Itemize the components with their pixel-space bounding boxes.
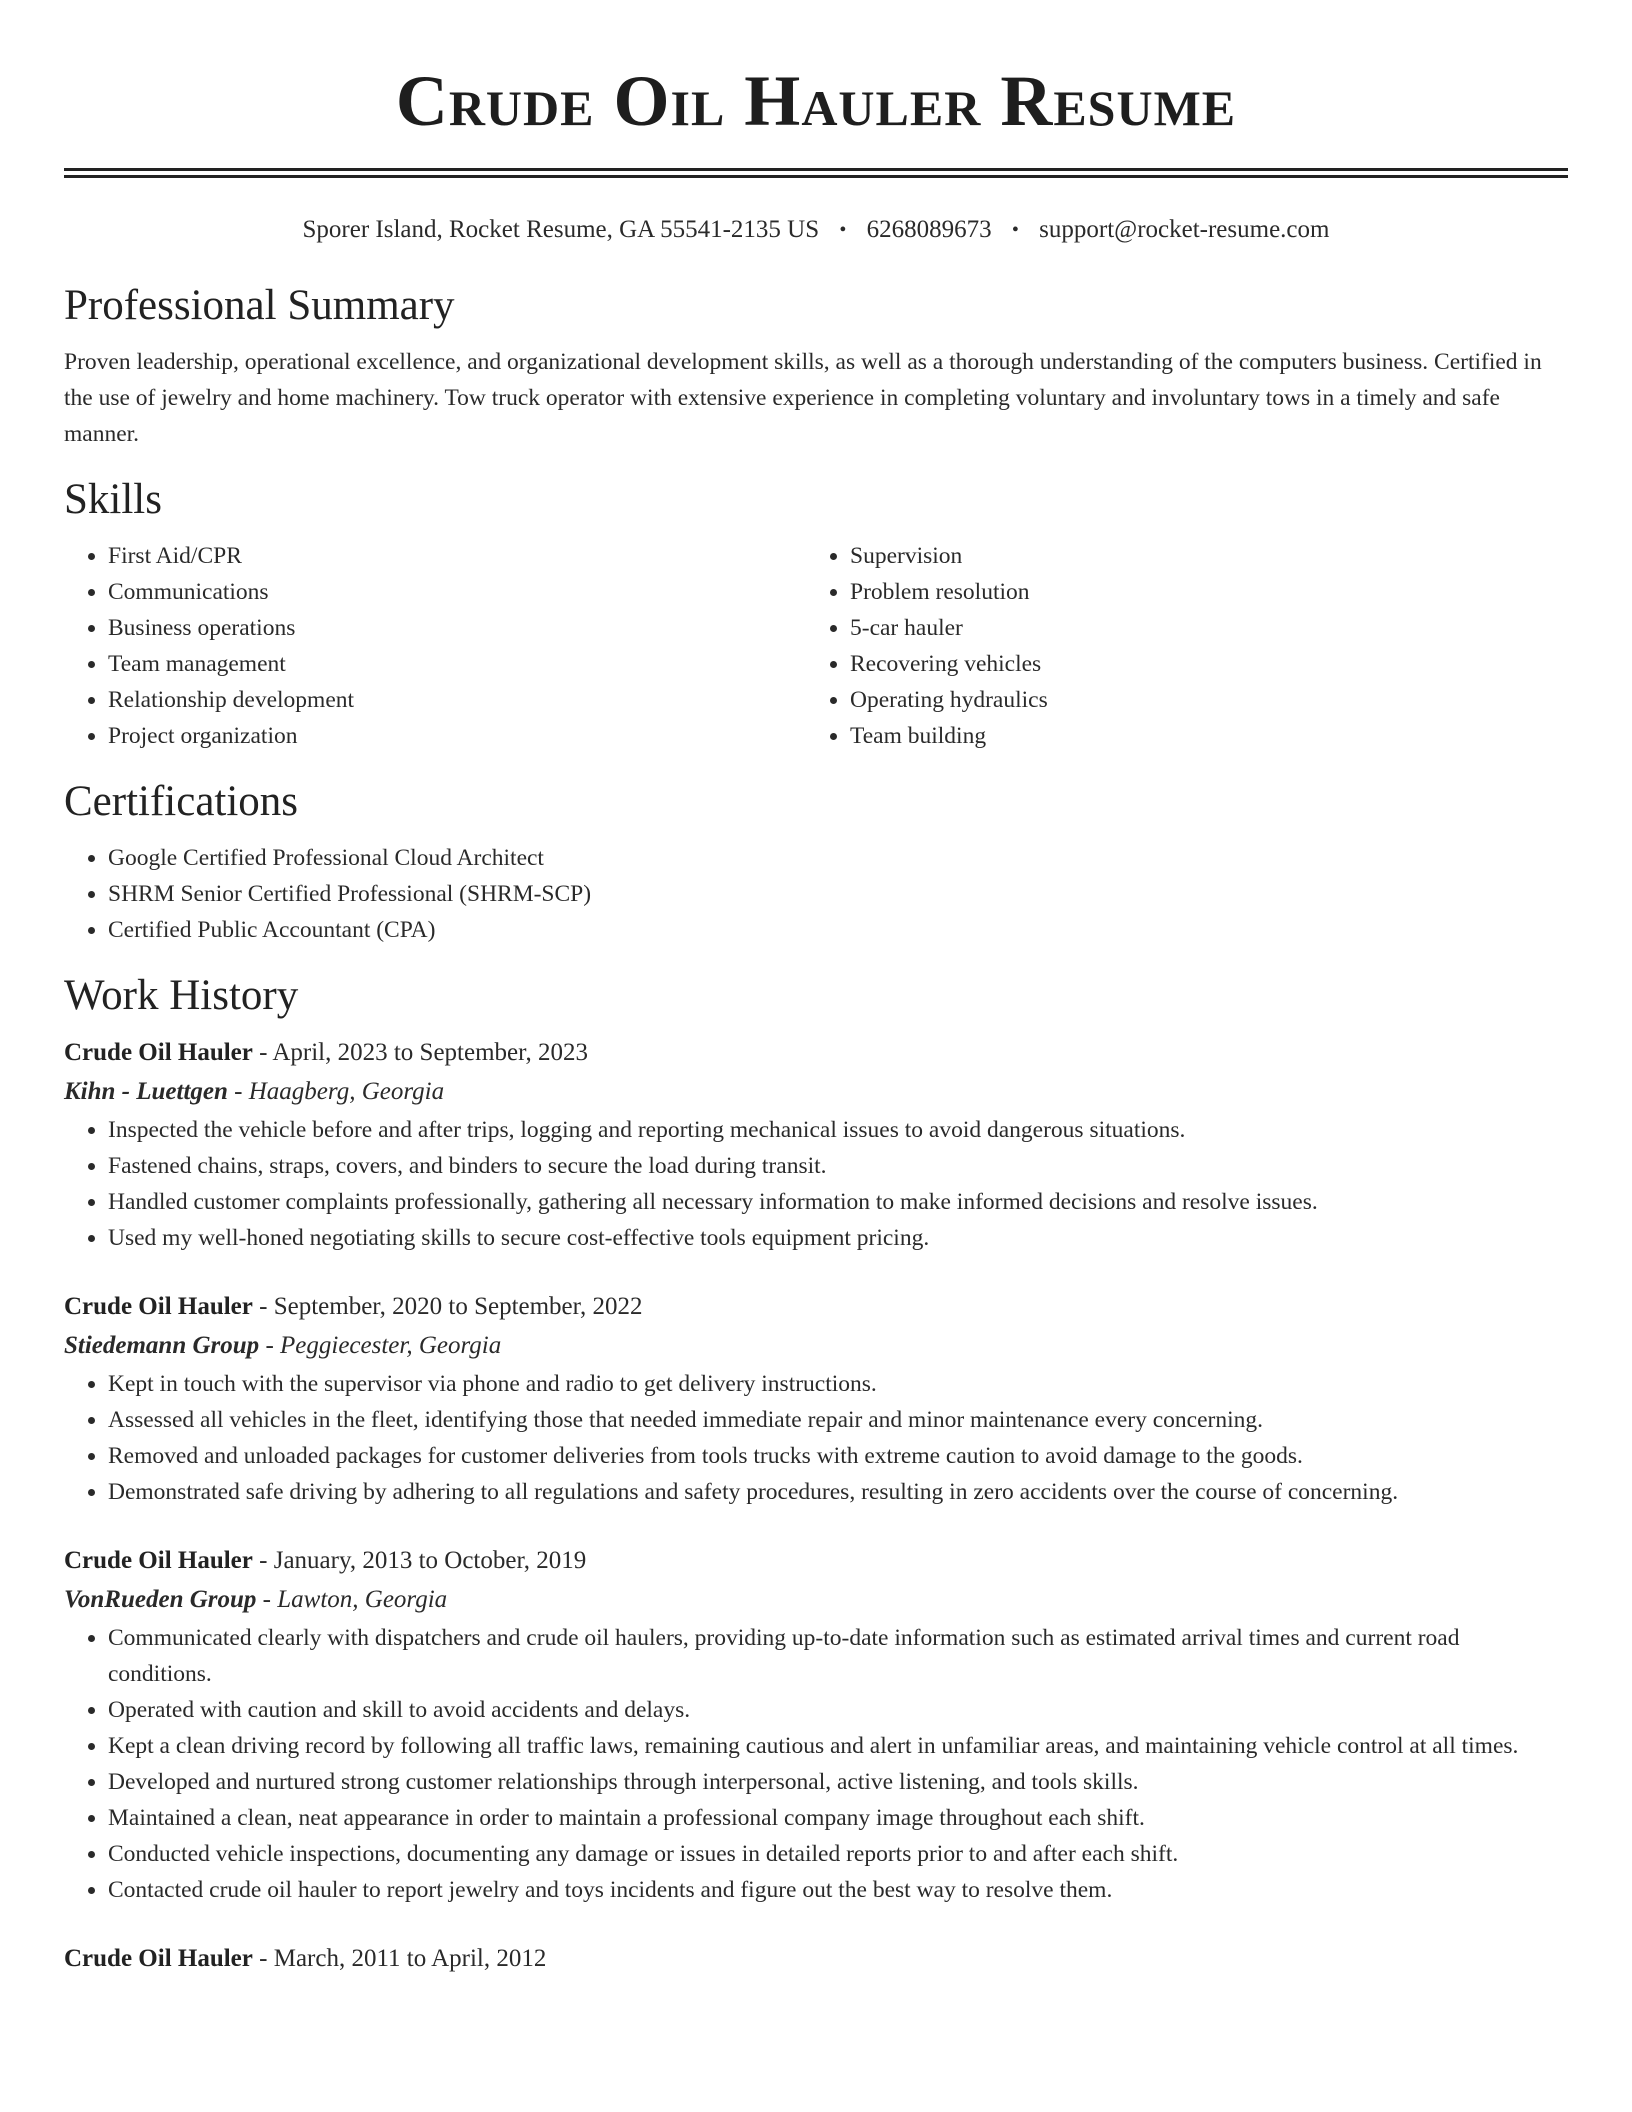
job-bullet: • Fastened chains, straps, covers, and binders to secure the load during transit. — [108, 1148, 1568, 1184]
skill-item: • Problem resolution — [850, 574, 1548, 610]
resume-title: Crude Oil Hauler Resume — [395, 61, 1237, 141]
job-dates: - January, 2013 to October, 2019 — [252, 1547, 587, 1574]
section-heading-certifications: Certifications — [64, 778, 299, 825]
contact-separator: • — [839, 219, 847, 241]
certifications-list — [64, 840, 1568, 948]
skill-item: • 5-car hauler — [850, 610, 1548, 646]
job-dates: - March, 2011 to April, 2012 — [252, 1945, 547, 1972]
contact-address: Sporer Island, Rocket Resume, GA 55541-2135 US — [302, 216, 820, 243]
job-bullet: • Demonstrated safe driving by adhering to all regulations and safety procedures, resulting in zero accidents over the course of concerning. — [108, 1474, 1568, 1510]
job-bullet: • Removed and unloaded packages for customer deliveries from tools trucks with extreme caution to avoid damage to the goods. — [108, 1438, 1568, 1474]
skill-item: • Relationship development — [108, 682, 806, 718]
summary-text: Proven leadership, operational excellence, and organizational development skills, as well as a thorough understanding of the computers business. Certified in the use of jewelry and home machinery. Tow truck operator with extensive experience in completing voluntary and involuntary tows in a timely and safe manner. — [64, 349, 1542, 447]
skill-item: • Project organization — [108, 718, 806, 754]
skill-item: • Business operations — [108, 610, 806, 646]
job-bullet: • Kept in touch with the supervisor via phone and radio to get delivery instructions. — [108, 1366, 1568, 1402]
job-title: Crude Oil Hauler — [64, 1293, 253, 1320]
job-entry — [64, 1940, 1568, 1978]
contact-separator: • — [1011, 219, 1019, 241]
job-title-line — [64, 1288, 1568, 1326]
job-bullet: • Contacted crude oil hauler to report jewelry and toys incidents and figure out the best way to resolve them. — [108, 1872, 1568, 1908]
job-title: Crude Oil Hauler — [64, 1945, 253, 1972]
job-title: Crude Oil Hauler — [64, 1039, 253, 1066]
job-location: - Peggiecester, Georgia — [259, 1332, 502, 1359]
contact-phone: 6268089673 — [866, 216, 992, 243]
job-bullet: • Handled customer complaints professionally, gathering all necessary information to make informed decisions and resolve issues. — [108, 1184, 1568, 1220]
job-bullet: • Operated with caution and skill to avoid accidents and delays. — [108, 1692, 1568, 1728]
job-company-line — [64, 1326, 1568, 1366]
job-bullets — [64, 1620, 1568, 1908]
job-entry — [64, 1542, 1568, 1908]
contact-line — [64, 214, 1568, 246]
job-bullets — [64, 1112, 1568, 1256]
job-bullet: • Maintained a clean, neat appearance in order to maintain a professional company image throughout each shift. — [108, 1800, 1568, 1836]
job-bullet: • Conducted vehicle inspections, documenting any damage or issues in detailed reports prior to and after each shift. — [108, 1836, 1568, 1872]
skills-column-left — [64, 538, 806, 754]
skills-column-right — [806, 538, 1548, 754]
job-title: Crude Oil Hauler — [64, 1547, 253, 1574]
job-bullet: • Communicated clearly with dispatchers and crude oil haulers, providing up-to-date information such as estimated arrival times and current road conditions. — [108, 1620, 1568, 1692]
job-company: VonRueden Group — [64, 1586, 257, 1613]
job-company-line — [64, 1072, 1568, 1112]
contact-email: support@rocket-resume.com — [1039, 216, 1330, 243]
job-bullet: • Assessed all vehicles in the fleet, identifying those that needed immediate repair and minor maintenance every concerning. — [108, 1402, 1568, 1438]
skill-item: • Team management — [108, 646, 806, 682]
certification-item: • Google Certified Professional Cloud Architect — [108, 840, 1568, 876]
job-company: Stiedemann Group — [64, 1332, 260, 1359]
job-bullets — [64, 1366, 1568, 1510]
job-bullet: • Used my well-honed negotiating skills to secure cost-effective tools equipment pricing. — [108, 1220, 1568, 1256]
certification-item: • SHRM Senior Certified Professional (SHRM-SCP) — [108, 876, 1568, 912]
job-dates: - September, 2020 to September, 2022 — [252, 1293, 643, 1320]
job-location: - Haagberg, Georgia — [227, 1078, 445, 1105]
job-title-line — [64, 1542, 1568, 1580]
skill-item: • Recovering vehicles — [850, 646, 1548, 682]
job-bullet: • Developed and nurtured strong customer relationships through interpersonal, active listening, and tools skills. — [108, 1764, 1568, 1800]
section-heading-summary: Professional Summary — [64, 282, 455, 329]
job-entry — [64, 1034, 1568, 1256]
job-bullet: • Inspected the vehicle before and after trips, logging and reporting mechanical issues to avoid dangerous situations. — [108, 1112, 1568, 1148]
job-bullet: • Kept a clean driving record by following all traffic laws, remaining cautious and alert in unfamiliar areas, and maintaining vehicle control at all times. — [108, 1728, 1568, 1764]
job-entry — [64, 1288, 1568, 1510]
skill-item: • Supervision — [850, 538, 1548, 574]
job-company: Kihn - Luettgen — [64, 1078, 228, 1105]
job-company-line — [64, 1580, 1568, 1620]
certification-item: • Certified Public Accountant (CPA) — [108, 912, 1568, 948]
job-title-line — [64, 1940, 1568, 1978]
skills-list — [64, 538, 1568, 754]
skill-item: • Operating hydraulics — [850, 682, 1548, 718]
section-heading-work-history: Work History — [64, 972, 299, 1019]
job-title-line — [64, 1034, 1568, 1072]
skill-item: • Communications — [108, 574, 806, 610]
job-dates: - April, 2023 to September, 2023 — [252, 1039, 588, 1066]
skill-item: • Team building — [850, 718, 1548, 754]
job-location: - Lawton, Georgia — [256, 1586, 448, 1613]
skill-item: • First Aid/CPR — [108, 538, 806, 574]
section-heading-skills: Skills — [64, 476, 162, 523]
title-double-rule — [64, 168, 1568, 178]
